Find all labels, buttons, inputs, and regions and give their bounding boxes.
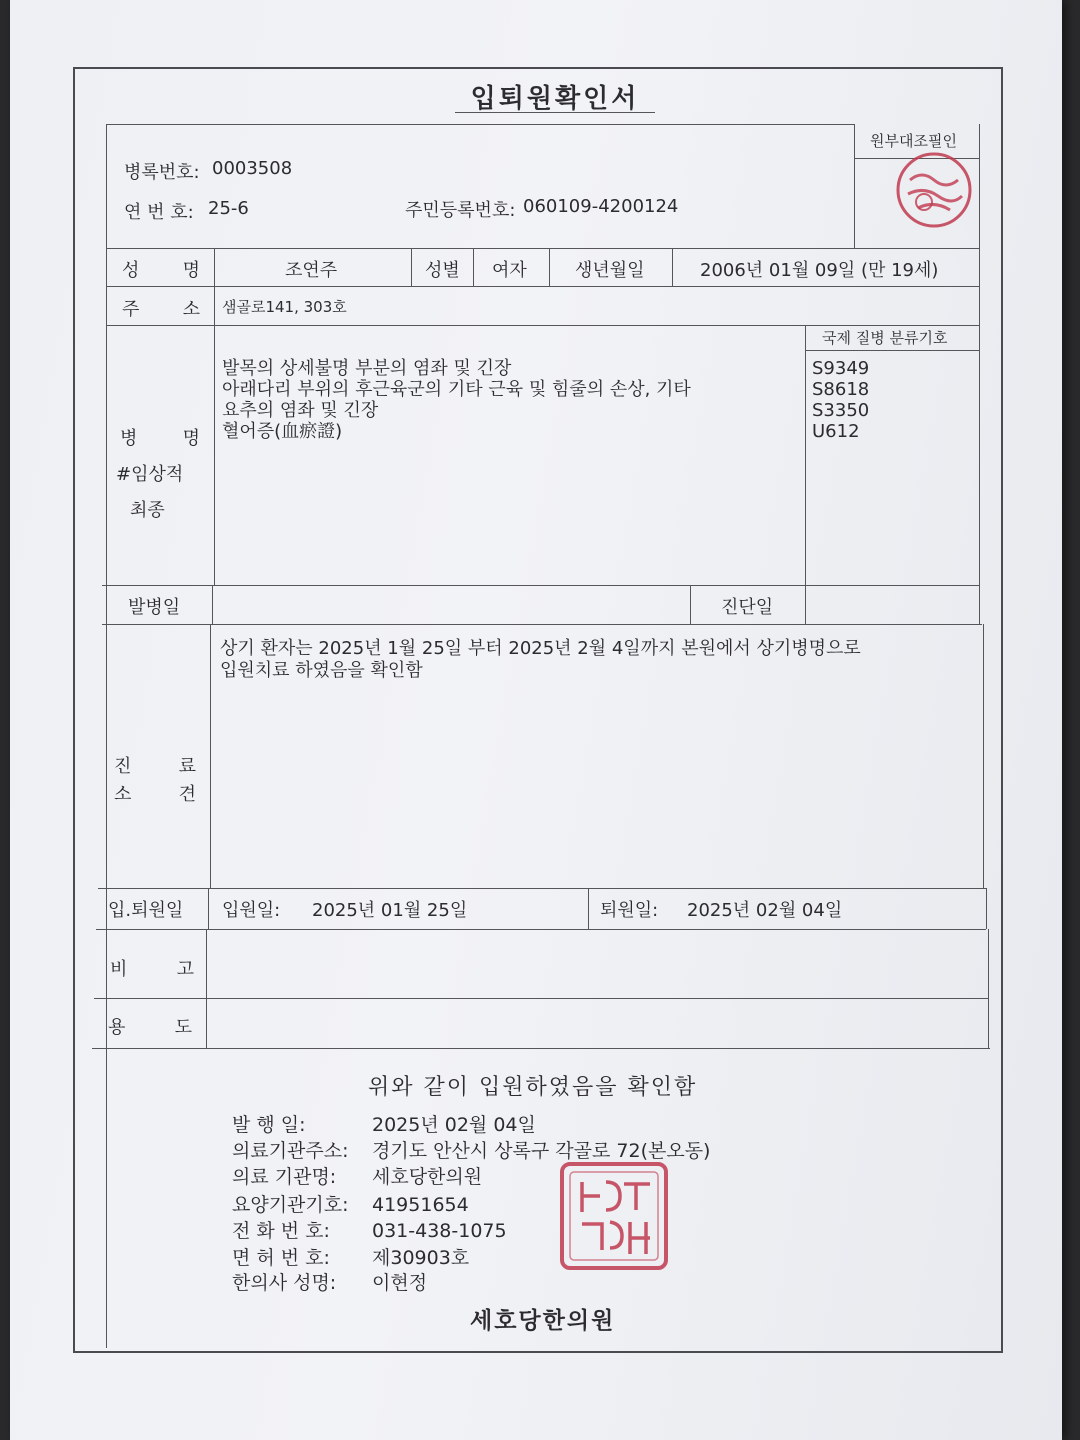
phone-row	[232, 1216, 507, 1243]
discharge-date: 2025년 02월 04일	[687, 900, 843, 921]
patient-name: 조연주	[285, 260, 338, 281]
diagnosis-sub-label-2: 최종	[130, 500, 165, 521]
clinic-stamp	[558, 1160, 670, 1272]
dob-label: 생년월일	[575, 260, 645, 281]
admission-label: 입.퇴원일	[108, 900, 184, 921]
admit-label: 입원일:	[222, 900, 281, 921]
institution-address: 경기도 안산시 상록구 각골로 72(본오동)	[372, 1140, 711, 1162]
record-no: 0003508	[212, 158, 293, 179]
verification-seal	[888, 150, 980, 230]
doctor-name: 이현정	[372, 1272, 428, 1294]
document-paper	[10, 0, 1062, 1440]
opinion-line-2: 입원치료 하였음을 확인함	[220, 660, 423, 681]
diagnosis-date-label: 진단일	[721, 597, 774, 618]
patient-address: 샘골로141, 303호	[222, 298, 347, 316]
signature-name: 세호당한의원	[470, 1308, 616, 1334]
institution-name-row	[232, 1162, 482, 1189]
serial: 25-6	[208, 198, 249, 219]
doctor-row	[232, 1268, 427, 1295]
opinion-label-2: 소 견	[114, 784, 196, 805]
diagnosis-label: 병 명	[120, 428, 200, 449]
icd-code-header: 국제 질병 분류기호	[822, 329, 948, 347]
address-label: 주 소	[122, 299, 200, 320]
confirmation-statement: 위와 같이 입원하였음을 확인함	[368, 1075, 698, 1100]
phone: 031-438-1075	[372, 1220, 507, 1242]
issue-date-row	[232, 1110, 536, 1137]
diagnosis-name-1: 발목의 상세불명 부분의 염좌 및 긴장	[222, 358, 512, 379]
document-title: 입퇴원확인서	[470, 84, 640, 114]
care-code: 41951654	[372, 1194, 469, 1216]
resident-no: 060109-4200124	[523, 196, 679, 217]
resident-no-label: 주민등록번호:	[405, 200, 516, 221]
serial-label: 연 번 호:	[124, 202, 194, 223]
seal-label: 원부대조필인	[870, 132, 957, 150]
care-code-label: 요양기관기호:	[232, 1194, 349, 1216]
license-label: 면 허 번 호:	[232, 1247, 330, 1269]
opinion-label-1: 진 료	[114, 756, 196, 777]
institution-address-row	[232, 1136, 710, 1163]
icd-code-1: S9349	[812, 358, 870, 379]
patient-sex: 여자	[492, 260, 527, 281]
name-label: 성 명	[122, 260, 200, 281]
opinion-line-1: 상기 환자는 2025년 1월 25일 부터 2025년 2월 4일까지 본원에서 상기병명으로	[220, 638, 861, 659]
discharge-label: 퇴원일:	[600, 900, 659, 921]
care-code-row	[232, 1190, 469, 1217]
remarks-label: 비 고	[110, 959, 194, 980]
diagnosis-name-2: 아래다리 부위의 후근육군의 기타 근육 및 힘줄의 손상, 기타	[222, 379, 691, 400]
institution-name-label: 의료 기관명:	[232, 1166, 337, 1188]
doctor-label: 한의사 성명:	[232, 1272, 337, 1294]
sex-label: 성별	[425, 260, 460, 281]
institution-address-label: 의료기관주소:	[232, 1140, 349, 1162]
license-row	[232, 1243, 469, 1270]
institution-name: 세호당한의원	[372, 1166, 483, 1188]
diagnosis-sub-label-1: #임상적	[116, 464, 184, 485]
phone-label: 전 화 번 호:	[232, 1220, 330, 1242]
admit-date: 2025년 01월 25일	[312, 900, 468, 921]
issue-date: 2025년 02월 04일	[372, 1114, 536, 1136]
diagnosis-name-4: 혈어증(血瘀證)	[222, 421, 343, 442]
record-no-label: 병록번호:	[124, 162, 200, 183]
icd-code-4: U612	[812, 421, 860, 442]
onset-label: 발병일	[128, 597, 181, 618]
icd-code-2: S8618	[812, 379, 870, 400]
license: 제30903호	[372, 1247, 470, 1269]
diagnosis-name-3: 요추의 염좌 및 긴장	[222, 400, 379, 421]
icd-code-3: S3350	[812, 400, 870, 421]
purpose-label: 용 도	[108, 1017, 192, 1038]
patient-dob: 2006년 01월 09일 (만 19세)	[700, 260, 939, 281]
issue-date-label: 발 행 일:	[232, 1114, 306, 1136]
